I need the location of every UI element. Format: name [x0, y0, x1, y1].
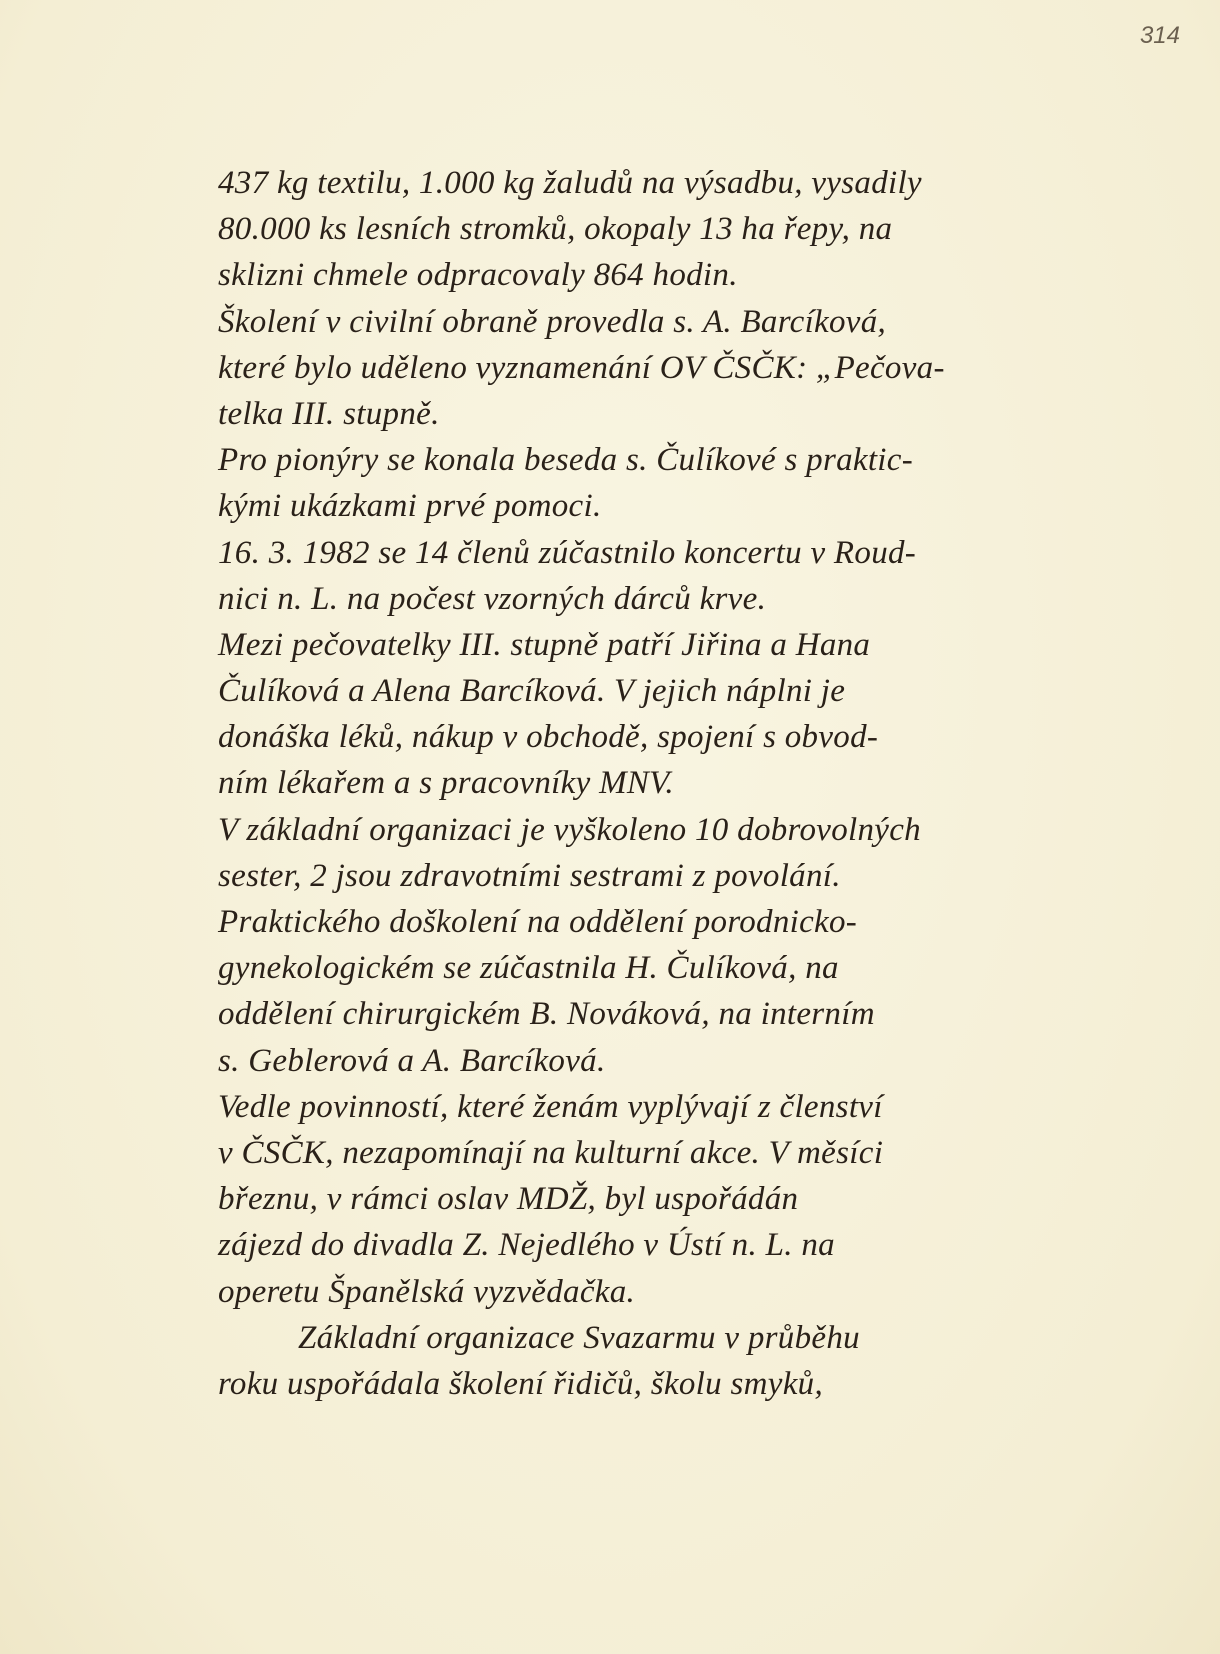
text-line: 16. 3. 1982 se 14 členů zúčastnilo koncertu v Roud- — [218, 534, 917, 571]
text-line: Praktického doškolení na oddělení porodnicko- — [218, 904, 858, 940]
text-line: sester, 2 jsou zdravotními sestrami z povolání. — [218, 857, 841, 894]
text-line: gynekologickém se zúčastnila H. Čulíková, na — [218, 950, 839, 987]
text-line: Mezi pečovatelky III. stupně patří Jiřina a Hana — [218, 626, 871, 663]
text-line: Školení v civilní obraně provedla s. A. Barcíková, — [218, 303, 887, 340]
text-line: ním lékařem a s pracovníky MNV. — [218, 765, 674, 802]
text-line: nici n. L. na počest vzorných dárců krve. — [218, 580, 767, 617]
text-line: donáška léků, nákup v obchodě, spojení s obvod- — [218, 719, 879, 756]
text-line: 437 kg textilu, 1.000 kg žaludů na výsadbu, vysadily — [218, 165, 922, 201]
text-line: zájezd do divadla Z. Nejedlého v Ústí n. L. na — [218, 1227, 835, 1264]
text-line: roku uspořádala školení řidičů, školu smyků, — [218, 1365, 823, 1402]
text-line: telka III. stupně. — [218, 395, 440, 432]
text-line: 80.000 ks lesních stromků, okopaly 13 ha řepy, na — [218, 211, 893, 248]
text-line: kými ukázkami prvé pomoci. — [218, 488, 602, 525]
text-line: V základní organizaci je vyškoleno 10 dobrovolných — [218, 811, 921, 848]
text-line: březnu, v rámci oslav MDŽ, byl uspořádán — [218, 1181, 799, 1218]
text-line: s. Geblerová a A. Barcíková. — [218, 1042, 606, 1079]
text-line: které bylo uděleno vyznamenání OV ČSČK: „Pečova- — [218, 349, 945, 386]
text-line: sklizni chmele odpracovaly 864 hodin. — [218, 257, 738, 294]
text-line-paragraph-start: Základní organizace Svazarmu v průběhu — [298, 1319, 860, 1356]
text-line: v ČSČK, nezapomínají na kulturní akce. V měsíci — [218, 1134, 884, 1171]
text-line: operetu Španělská vyzvědačka. — [218, 1273, 636, 1310]
page-number: 314 — [1139, 22, 1180, 49]
text-line: oddělení chirurgickém B. Nováková, na interním — [218, 996, 875, 1033]
text-line: Čulíková a Alena Barcíková. V jejich náplni je — [218, 673, 846, 710]
text-line: Vedle povinností, které ženám vyplývají z členství — [218, 1088, 883, 1125]
text-line: Pro pionýry se konala beseda s. Čulíkové s praktic- — [218, 442, 914, 479]
handwritten-text-body — [218, 160, 1118, 1407]
